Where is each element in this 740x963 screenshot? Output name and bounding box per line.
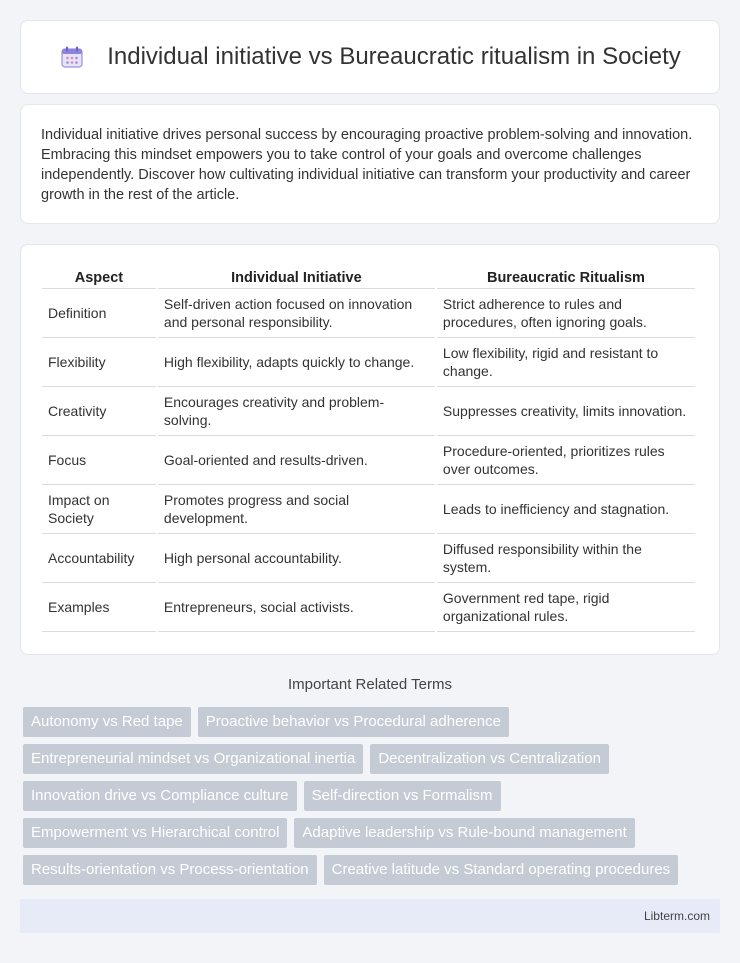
row-aspect: Accountability xyxy=(42,534,156,583)
related-term-tag[interactable]: Decentralization vs Centralization xyxy=(370,744,609,774)
row-aspect: Examples xyxy=(42,583,156,632)
header-aspect: Aspect xyxy=(42,265,156,289)
tag-row xyxy=(23,855,723,885)
comparison-table-card xyxy=(20,244,720,655)
footer xyxy=(20,899,720,933)
related-term-tag[interactable]: Autonomy vs Red tape xyxy=(23,707,191,737)
tag-row xyxy=(23,781,723,811)
related-term-tag[interactable]: Innovation drive vs Compliance culture xyxy=(23,781,297,811)
table-row xyxy=(42,583,695,632)
table-row xyxy=(42,338,695,387)
row-individual: Self-driven action focused on innovation and personal responsibility. xyxy=(158,289,435,338)
row-individual: Entrepreneurs, social activists. xyxy=(158,583,435,632)
intro-text: Individual initiative drives personal success by encouraging proactive problem-solving and innovation. Embracing this mindset empowers you to take control of your goals and overcome challenges independently. Discover how cultivating individual initiative can transform your productivity and career growth in the rest of the article. xyxy=(41,127,693,203)
row-individual: Encourages creativity and problem-solving. xyxy=(158,387,435,436)
row-aspect: Flexibility xyxy=(42,338,156,387)
row-aspect: Focus xyxy=(42,436,156,485)
table-row xyxy=(42,289,695,338)
row-aspect: Creativity xyxy=(42,387,156,436)
header-card xyxy=(20,20,720,94)
related-term-tag[interactable]: Results-orientation vs Process-orientation xyxy=(23,855,317,885)
table-row xyxy=(42,534,695,583)
related-term-tag[interactable]: Adaptive leadership vs Rule-bound management xyxy=(294,818,634,848)
row-bureaucratic: Low flexibility, rigid and resistant to change. xyxy=(437,338,695,387)
related-term-tag[interactable]: Proactive behavior vs Procedural adherence xyxy=(198,707,509,737)
comparison-table xyxy=(40,265,697,632)
row-bureaucratic: Leads to inefficiency and stagnation. xyxy=(437,485,695,534)
table-header-row xyxy=(42,265,695,289)
tag-row xyxy=(23,707,723,737)
row-bureaucratic: Procedure-oriented, prioritizes rules over outcomes. xyxy=(437,436,695,485)
intro-card xyxy=(20,104,720,224)
related-terms-title: Important Related Terms xyxy=(288,676,452,693)
related-term-tag[interactable]: Entrepreneurial mindset vs Organizational inertia xyxy=(23,744,363,774)
row-bureaucratic: Diffused responsibility within the system. xyxy=(437,534,695,583)
related-term-tag[interactable]: Empowerment vs Hierarchical control xyxy=(23,818,287,848)
table-row xyxy=(42,387,695,436)
tag-row xyxy=(23,744,723,774)
tag-row xyxy=(23,818,723,848)
table-row xyxy=(42,436,695,485)
row-individual: Promotes progress and social development. xyxy=(158,485,435,534)
row-bureaucratic: Strict adherence to rules and procedures, often ignoring goals. xyxy=(437,289,695,338)
row-aspect: Impact on Society xyxy=(42,485,156,534)
related-term-tag[interactable]: Creative latitude vs Standard operating procedures xyxy=(324,855,679,885)
row-individual: Goal-oriented and results-driven. xyxy=(158,436,435,485)
row-individual: High flexibility, adapts quickly to change. xyxy=(158,338,435,387)
row-individual: High personal accountability. xyxy=(158,534,435,583)
row-bureaucratic: Government red tape, rigid organizational rules. xyxy=(437,583,695,632)
calendar-icon xyxy=(59,44,85,70)
related-terms-list xyxy=(23,707,723,892)
row-aspect: Definition xyxy=(42,289,156,338)
table-row xyxy=(42,485,695,534)
header-individual-initiative: Individual Initiative xyxy=(158,265,435,289)
header-bureaucratic-ritualism: Bureaucratic Ritualism xyxy=(437,265,695,289)
related-term-tag[interactable]: Self-direction vs Formalism xyxy=(304,781,501,811)
row-bureaucratic: Suppresses creativity, limits innovation. xyxy=(437,387,695,436)
page-title: Individual initiative vs Bureaucratic ritualism in Society xyxy=(107,43,681,70)
footer-site-link[interactable]: Libterm.com xyxy=(643,909,710,923)
